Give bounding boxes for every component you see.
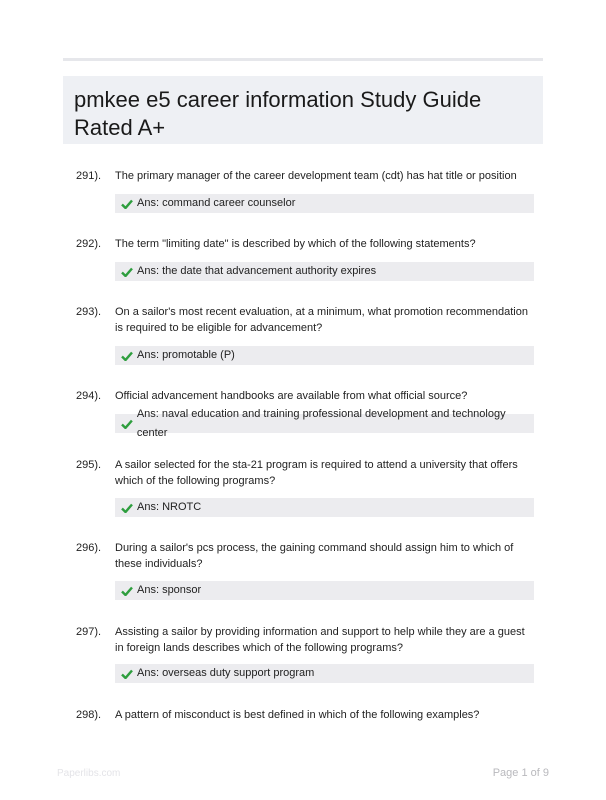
check-icon <box>121 199 133 209</box>
answer-text: Ans: NROTC <box>137 501 202 513</box>
top-rule <box>63 58 543 61</box>
answer-box <box>115 262 534 281</box>
page-number: Page 1 of 9 <box>492 767 549 779</box>
check-icon <box>121 419 133 429</box>
question-text: Official advancement handbooks are available from what official source? <box>115 390 468 402</box>
answer-text: Ans: the date that advancement authority expires <box>137 265 377 277</box>
footer-watermark: Paperlibs.com <box>57 768 121 779</box>
question-text: Assisting a sailor by providing information and support to help while they are a guest in foreign lands describes which of the following programs? <box>115 626 525 654</box>
answer-box <box>115 581 534 600</box>
answer-box <box>115 664 534 683</box>
question-text: During a sailor's pcs process, the gaining command should assign him to which of these individuals? <box>115 542 514 570</box>
answer-box <box>115 498 534 517</box>
check-icon <box>121 669 133 679</box>
question-number: 293). <box>76 306 102 318</box>
question-text: A pattern of misconduct is best defined in which of the following examples? <box>115 709 480 721</box>
question-number: 297). <box>76 626 102 638</box>
question-number: 295). <box>76 459 102 471</box>
page-title: pmkee e5 career information Study Guide Rated A+ <box>74 87 482 140</box>
answer-box <box>115 407 534 439</box>
question-text: The primary manager of the career development team (cdt) has hat title or position <box>115 170 517 182</box>
check-icon <box>121 586 133 596</box>
answer-text: Ans: sponsor <box>137 584 202 596</box>
question-text: A sailor selected for the sta-21 program is required to attend a university that offers which of the following programs? <box>115 459 518 487</box>
check-icon <box>121 267 133 277</box>
answer-text: Ans: naval education and training professional development and technology center <box>136 407 506 439</box>
question-text: On a sailor's most recent evaluation, at a minimum, what promotion recommendation is required to be eligible for advancement? <box>115 306 528 334</box>
question-number: 298). <box>76 709 102 721</box>
answer-text: Ans: overseas duty support program <box>137 667 315 679</box>
check-icon <box>121 351 133 361</box>
question-number: 292). <box>76 238 102 250</box>
answer-text: Ans: promotable (P) <box>137 349 235 361</box>
question-number: 294). <box>76 390 102 402</box>
answer-box <box>115 346 534 365</box>
answer-text: Ans: command career counselor <box>137 197 296 209</box>
title-box <box>63 76 543 144</box>
question-number: 291). <box>76 170 102 182</box>
question-number: 296). <box>76 542 102 554</box>
question-text: The term "limiting date" is described by which of the following statements? <box>115 238 476 250</box>
answer-box <box>115 194 534 213</box>
check-icon <box>121 503 133 513</box>
